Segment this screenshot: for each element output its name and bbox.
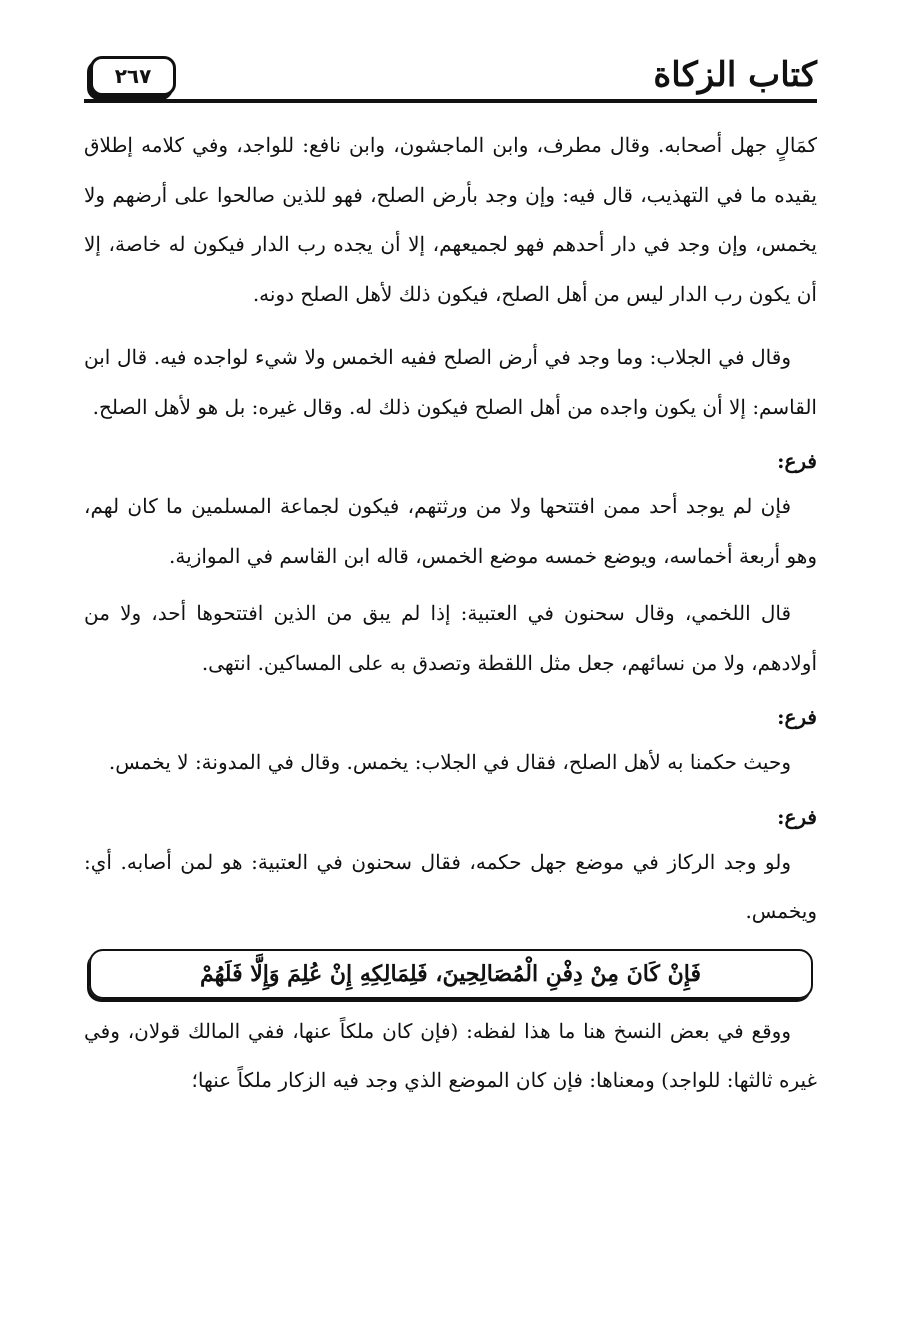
paragraph-6: ولو وجد الركاز في موضع جهل حكمه، فقال سحنون في العتبية: هو لمن أصابه. أي: ويخمس. [84, 849, 817, 923]
section-heading-far-3: فرع: [777, 804, 817, 829]
paragraph-5: وحيث حكمنا به لأهل الصلح، فقال في الجلاب: يخمس. وقال في المدونة: لا يخمس. [108, 750, 791, 774]
section-heading-far-1: فرع: [777, 449, 817, 473]
paragraph-2: وقال في الجلاب: وما وجد في أرض الصلح ففيه الخمس ولا شيء لواجده فيه. قال ابن القاسم: إلا أن يكون واجده من أهل الصلح فيكون ذلك له. وقال غيره: بل هو لأهل الصلح. [84, 345, 817, 419]
paragraph-1: كمَالٍ جهل أصحابه. وقال مطرف، وابن الماجشون، وابن نافع: للواجد، وفي كلامه إطلاق يقيده ما في التهذيب، قال فيه: وإن وجد بأرض الصلح، فهو للذين صالحوا على أرضهم ولا يخمس، وإن وجد في دار أحدهم فهو لجميعهم، إلا أن يجده رب الدار فيكون له خاصة، إلا أن يكون رب الدار ليس من أهل الصلح، فيكون ذلك لأهل الصلح دونه. [84, 133, 817, 306]
page-header [84, 52, 817, 104]
paragraph-4: قال اللخمي، وقال سحنون في العتبية: إذا لم يبق من الذين افتتحوها أحد، ولا من أولادهم، ولا من نسائهم، جعل مثل اللقطة وتصدق به على المساكين. انتهى. [84, 601, 817, 675]
page-body [84, 121, 817, 1106]
matn-quote-box: فَإِنْ كَانَ مِنْ دِفْنِ الْمُصَالِحِينَ، فَلِمَالِكِهِ إِنْ عُلِمَ وَإِلَّا فَلَهُمْ [89, 949, 813, 999]
section-heading-far-2: فرع: [777, 705, 817, 729]
paragraph-3: فإن لم يوجد أحد ممن افتتحها ولا من ورثتهم، فيكون لجماعة المسلمين ما كان لهم، وهو أربعة أخماسه، ويوضع خمسه موضع الخمس، قاله ابن القاسم في الموازية. [84, 494, 817, 568]
page-number: ٢٦٧ [90, 56, 176, 96]
book-title: كتاب الزكاة [653, 55, 817, 95]
header-rule [84, 99, 817, 103]
paragraph-7: ووقع في بعض النسخ هنا ما هذا لفظه: (فإن كان ملكاً عنها، ففي المالك قولان، وفي غيره ثالثها: للواجد) ومعناها: فإن كان الموضع الذي وجد فيه الزكار ملكاً عنها؛ [84, 1018, 817, 1092]
